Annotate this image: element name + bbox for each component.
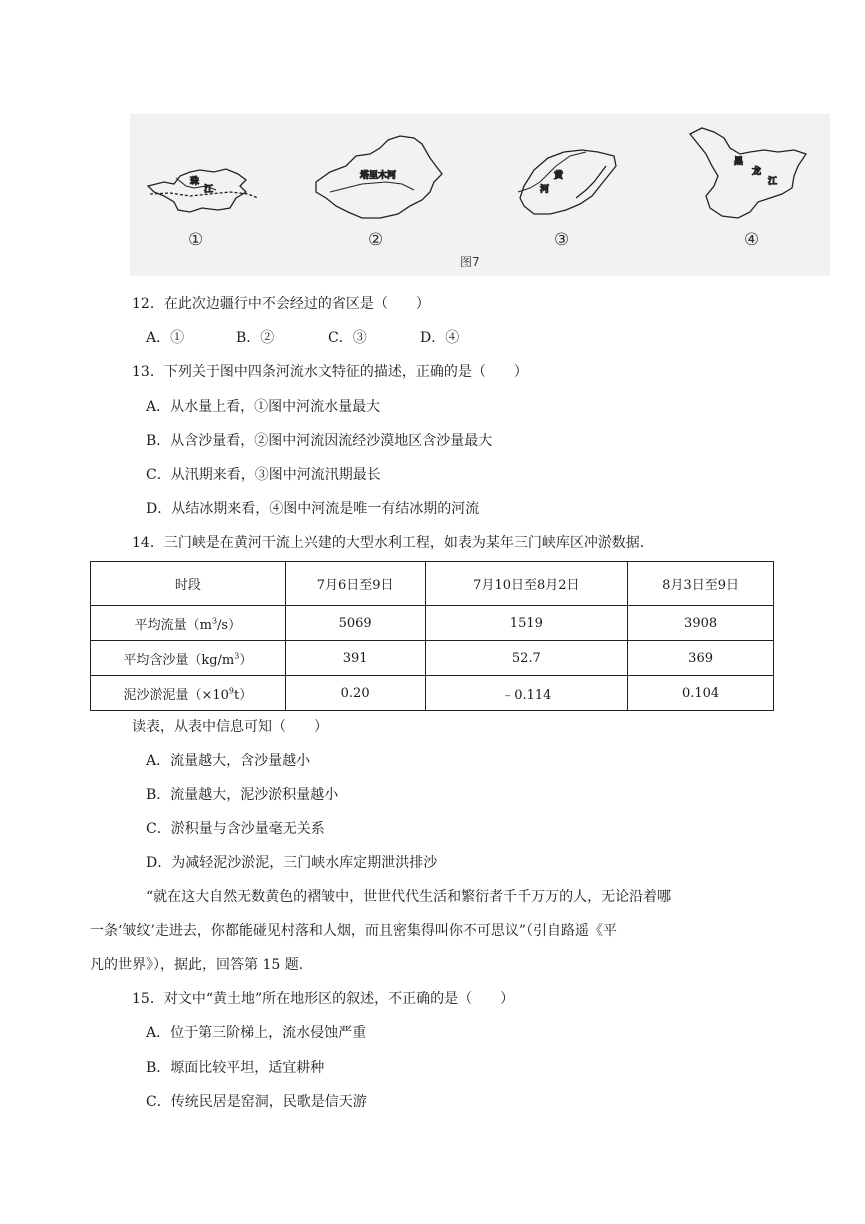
table-cell: 0.104: [628, 676, 774, 711]
row-label: 泥沙淤泥量$(\times 10^9t)$: [91, 676, 286, 711]
table-row: [91, 641, 774, 676]
table-header-cell: 8月3日至9日: [628, 562, 774, 606]
map-number-1: ①: [188, 230, 204, 250]
q12-option-a: A．①: [146, 330, 185, 346]
q12-option-b: B．②: [236, 330, 275, 346]
table-cell: 0.20: [285, 676, 425, 711]
passage-line-2: 一条‘皱纹’走进去，你都能碰见村落和人烟，而且密集得叫你不可思议”（引自路遥《平: [90, 923, 618, 939]
q13-option-c: C．从汛期来看，③图中河流汛期最长: [146, 467, 381, 483]
q14-option-b: B．流量越大，泥沙淤积量越小: [146, 787, 339, 803]
q14-prompt: 读表，从表中信息可知（ ）: [132, 719, 328, 735]
row-label: 平均含沙量$(kg/m^3)$: [91, 641, 286, 676]
svg-text:江: 江: [768, 177, 778, 187]
table-cell: 52.7: [425, 641, 628, 676]
map-number-3: ③: [554, 230, 570, 250]
figure-caption: 图7: [460, 255, 480, 269]
svg-text:黄: 黄: [554, 171, 564, 181]
q14-stem: 14．三门峡是在黄河干流上兴建的大型水利工程，如表为某年三门峡库区冲淤数据．: [132, 535, 654, 551]
svg-text:龙: 龙: [752, 167, 762, 177]
table-cell: 369: [628, 641, 774, 676]
svg-text:江: 江: [204, 185, 214, 195]
table-cell: ﹣0.114: [425, 676, 628, 711]
q12-option-d: D．④: [420, 330, 460, 346]
table-header-row: [91, 562, 774, 606]
map-1-pearl-river: [148, 169, 258, 212]
map-number-2: ②: [368, 230, 384, 250]
map-number-4: ④: [744, 230, 760, 250]
table-header-cell: 7月6日至9日: [285, 562, 425, 606]
q13-option-a: A．从水量上看，①图中河流水量最大: [146, 399, 381, 415]
table-cell: 1519: [425, 606, 628, 641]
map-2-tarim-river: [316, 136, 442, 218]
figure-7: [130, 114, 830, 276]
q13-stem: 13．下列关于图中四条河流水文特征的描述，正确的是（ ）: [132, 364, 528, 380]
map-3-yellow-river: [518, 150, 616, 214]
table-row: [91, 676, 774, 711]
q13-option-b: B．从含沙量看，②图中河流因流经沙漠地区含沙量最大: [146, 433, 493, 449]
svg-text:河: 河: [540, 185, 550, 195]
q12-options: [146, 328, 459, 348]
q12-stem: 12．在此次边疆行中不会经过的省区是（ ）: [132, 296, 430, 312]
table-cell: 3908: [628, 606, 774, 641]
province-maps: [130, 114, 830, 276]
q13-option-d: D．从结冰期来看，④图中河流是唯一有结冰期的河流: [146, 501, 480, 517]
q15-option-c: C．传统民居是窑洞，民歌是信天游: [146, 1094, 367, 1110]
q15-option-b: B．塬面比较平坦，适宜耕种: [146, 1060, 325, 1076]
q14-option-d: D．为减轻泥沙淤泥，三门峡水库定期泄洪排沙: [146, 855, 438, 871]
passage-line-1: “就在这大自然无数黄色的褶皱中，世世代代生活和繁衍者千千万万的人，无论沿着哪: [146, 889, 672, 905]
svg-text:塔里木河: 塔里木河: [360, 171, 397, 181]
svg-text:黑: 黑: [734, 157, 744, 167]
passage-line-3: 凡的世界》），据此，回答第 15 题.: [90, 957, 304, 973]
q14-option-c: C．淤积量与含沙量毫无关系: [146, 821, 325, 837]
map-4-heilong-river: [690, 128, 806, 218]
row-label: 平均流量$(m^3/s)$: [91, 606, 286, 641]
table-header-cell: 时段: [91, 562, 286, 606]
svg-text:珠: 珠: [190, 177, 200, 187]
q12-option-c: C．③: [328, 330, 367, 346]
table-cell: 5069: [285, 606, 425, 641]
table-cell: 391: [285, 641, 425, 676]
q15-stem: 15．对文中“黄土地”所在地形区的叙述，不正确的是（ ）: [132, 991, 515, 1007]
table-header-cell: 7月10日至8月2日: [425, 562, 628, 606]
q15-option-a: A．位于第三阶梯上，流水侵蚀严重: [146, 1025, 367, 1041]
sanmenxia-data-table: [90, 561, 774, 711]
table-row: [91, 606, 774, 641]
q14-option-a: A．流量越大，含沙量越小: [146, 753, 311, 769]
